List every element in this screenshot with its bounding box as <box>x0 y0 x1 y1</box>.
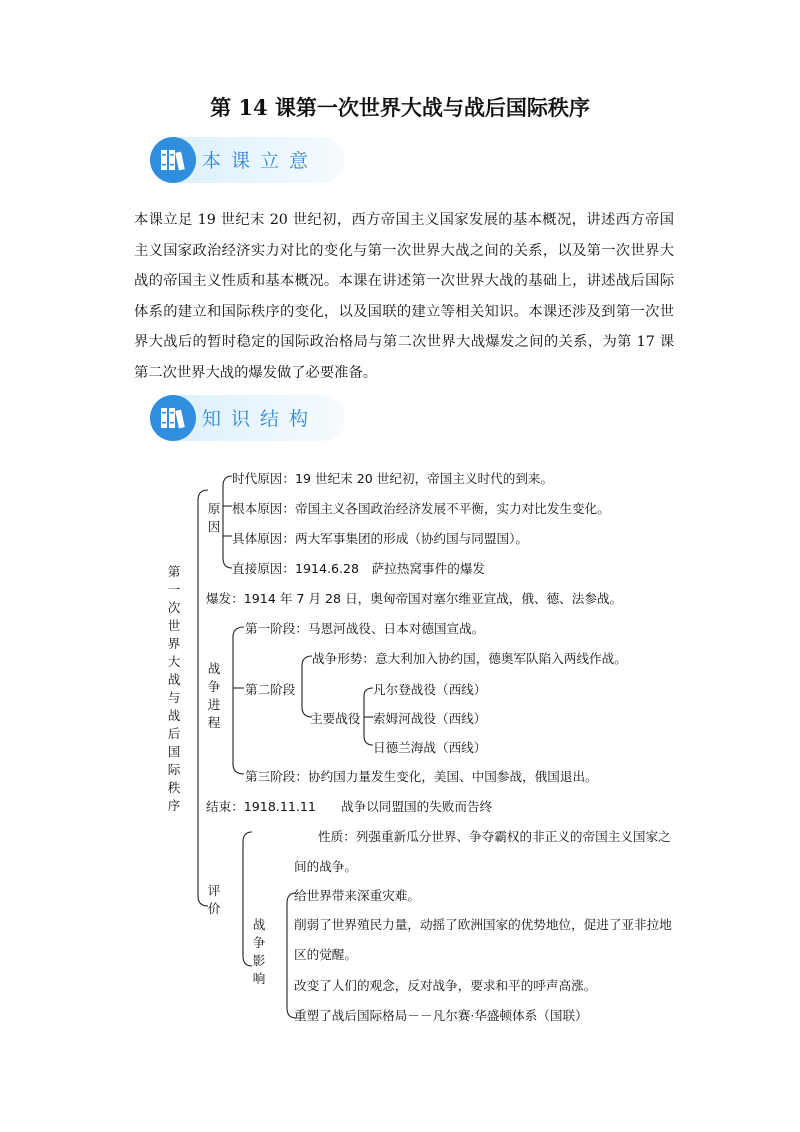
section-heading: 本课立意 <box>202 150 319 172</box>
main-battles-label: 主要战役 <box>310 711 361 726</box>
impact-item: 改变了人们的观念，反对战争，要求和平的呼声高涨。 <box>294 978 597 993</box>
evaluation-label: 评价 <box>207 883 221 916</box>
impact-item: 削弱了世界殖民力量，动摇了欧洲国家的优势地位，促进了亚非拉地 <box>294 917 672 932</box>
tree-root-label: 第一次世界大战与战后国际秩序 <box>167 564 181 813</box>
impact-item: 给世界带来深重灾难。 <box>294 888 420 903</box>
nature-line: 间的战争。 <box>294 859 357 874</box>
impact-item: 重塑了战后国际格局－－凡尔赛·华盛顿体系（国联） <box>294 1008 588 1023</box>
battle-item: 日德兰海战（西线） <box>373 740 487 755</box>
battle-item: 凡尔登战役（西线） <box>373 682 487 697</box>
section-heading: 知识结构 <box>202 408 319 430</box>
page-title: 第 14 课第一次世界大战与战后国际秩序 <box>210 95 590 120</box>
stage1-item: 第一阶段：马恩河战役、日本对德国宣战。 <box>245 621 485 636</box>
intro-paragraph: 本课立足 19 世纪末 20 世纪初，西方帝国主义国家发展的基本概况，讲述西方帝国主义国家政治经济实力对比的变化与第一次世界大战之间的关系，以及第一次世界大战的帝国主义性质和基本概况。本课在讲述第一次世界大战的基础上，讲述战后国际体系的建立和国际秩序的变化，以及国联的建立等相关知识。本课还涉及到第一次世界大战后的暂时稳定的国际政治格局与第二次世界大战爆发之间的关系，为第 17 课第二次世界大战的爆发做了必要准备。 <box>134 212 674 381</box>
impact-item: 区的觉醒。 <box>294 947 357 962</box>
stage3-item: 第三阶段：协约国力量发生变化，美国、中国参战，俄国退出。 <box>245 769 598 784</box>
cause-label: 原因 <box>207 501 221 534</box>
cause-item: 时代原因：19 世纪末 20 世纪初，帝国主义时代的到来。 <box>232 471 554 486</box>
cause-item: 具体原因：两大军事集团的形成（协约国与同盟国）。 <box>232 531 528 546</box>
battle-item: 索姆河战役（西线） <box>373 711 487 726</box>
cause-item: 根本原因：帝国主义各国政治经济发展不平衡，实力对比发生变化。 <box>232 501 610 516</box>
nature-line: 性质：列强重新瓜分世界、争夺霸权的非正义的帝国主义国家之 <box>318 829 671 844</box>
outbreak-item: 爆发：1914 年 7 月 28 日，奥匈帝国对塞尔维亚宣战，俄、德、法参战。 <box>206 591 623 606</box>
stage2-situation: 战争形势：意大利加入协约国，德奥军队陷入两线作战。 <box>312 651 627 666</box>
process-label: 战争进程 <box>207 661 221 730</box>
stage2-label: 第二阶段 <box>245 682 296 697</box>
impact-label: 战争影响 <box>252 917 266 986</box>
end-item: 结束：1918.11.11 战争以同盟国的失败而告终 <box>206 799 493 814</box>
cause-item: 直接原因：1914.6.28 萨拉热窝事件的爆发 <box>232 561 486 576</box>
